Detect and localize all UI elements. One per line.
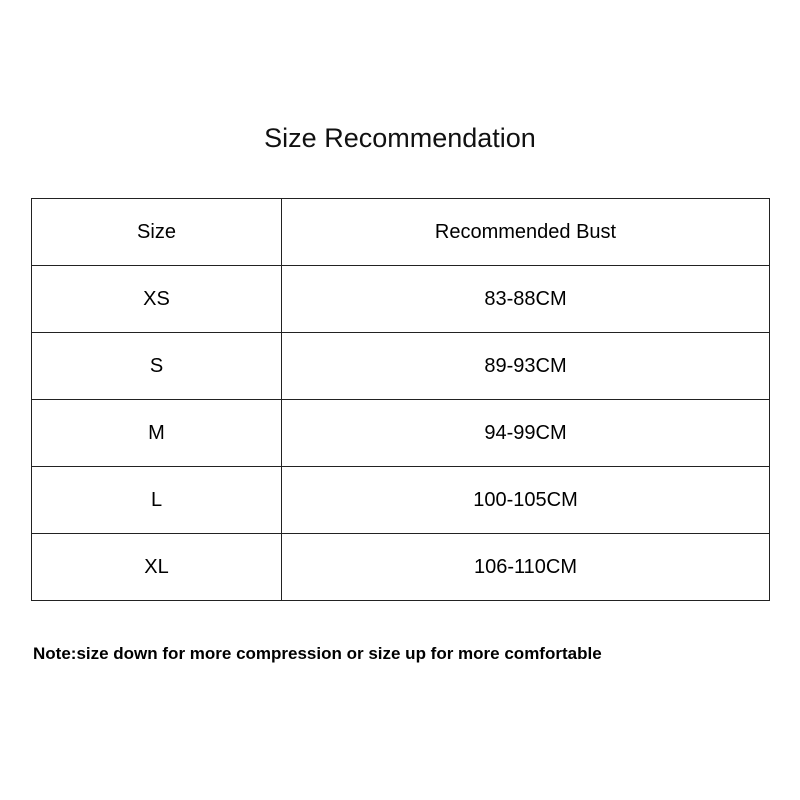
header-size: Size (32, 199, 282, 266)
page-title: Size Recommendation (264, 123, 536, 153)
size-cell: L (32, 467, 282, 534)
size-cell: M (32, 400, 282, 467)
size-table (31, 198, 770, 601)
sizing-note: Note:size down for more compression or size up for more comfortable (33, 644, 602, 663)
table-row (32, 333, 770, 400)
bust-cell: 106-110CM (282, 534, 770, 601)
size-cell: XL (32, 534, 282, 601)
table-row (32, 400, 770, 467)
size-cell: XS (32, 266, 282, 333)
bust-cell: 89-93CM (282, 333, 770, 400)
bust-cell: 94-99CM (282, 400, 770, 467)
bust-cell: 83-88CM (282, 266, 770, 333)
table-header-row (32, 199, 770, 266)
size-cell: S (32, 333, 282, 400)
header-recommended-bust: Recommended Bust (282, 199, 770, 266)
table-row (32, 266, 770, 333)
table-row (32, 467, 770, 534)
bust-cell: 100-105CM (282, 467, 770, 534)
table-row (32, 534, 770, 601)
